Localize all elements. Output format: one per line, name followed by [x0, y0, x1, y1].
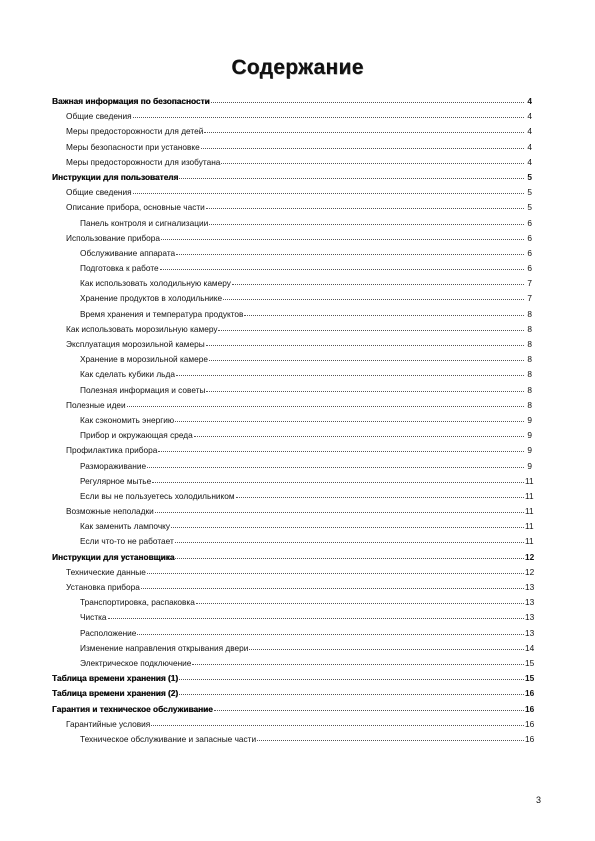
toc-entry-page: 13	[525, 612, 535, 623]
toc-entry-label: Хранение продуктов в холодильнике	[80, 293, 223, 304]
toc-dot-leader	[196, 595, 524, 605]
toc-dot-leader	[151, 717, 524, 727]
toc-entry-page: 4	[527, 96, 532, 106]
toc-dot-leader	[171, 519, 524, 529]
toc-dot-leader	[158, 443, 524, 453]
toc-entry-page: 11	[525, 521, 534, 532]
page-title: Содержание	[231, 56, 364, 79]
toc-entry-page: 13	[525, 627, 535, 638]
toc-entry[interactable]	[52, 398, 532, 413]
toc-entry[interactable]	[52, 109, 532, 124]
toc-entry-page: 8	[527, 399, 532, 410]
toc-entry-page: 6	[527, 232, 532, 243]
toc-entry-label: Чистка	[80, 612, 107, 623]
toc-dot-leader	[147, 565, 524, 575]
toc-dot-leader	[257, 732, 524, 742]
toc-entry-label: Описание прибора, основные части	[66, 202, 205, 213]
toc-entry-label: Прибор и окружающая среда	[80, 430, 193, 441]
toc-entry[interactable]	[52, 474, 532, 489]
toc-entry[interactable]	[52, 124, 532, 139]
toc-entry[interactable]	[52, 459, 532, 474]
toc-dot-leader	[206, 383, 524, 393]
toc-dot-leader	[176, 246, 524, 256]
toc-entry-label: Панель контроля и сигнализации	[80, 217, 209, 228]
toc-entry-label: Гарантийные условия	[66, 718, 151, 729]
toc-dot-leader	[209, 216, 524, 226]
toc-entry[interactable]	[52, 216, 532, 231]
toc-entry[interactable]	[52, 595, 535, 610]
toc-entry[interactable]	[52, 626, 535, 641]
toc-dot-leader	[179, 686, 524, 696]
toc-entry[interactable]	[52, 610, 535, 625]
toc-entry-page: 9	[527, 460, 532, 471]
toc-entry[interactable]	[52, 155, 532, 170]
toc-entry-label: Меры предосторожности для детей	[66, 126, 204, 137]
toc-entry-page: 5	[527, 187, 532, 198]
toc-entry-page: 15	[525, 673, 535, 684]
toc-entry-page: 13	[525, 582, 535, 592]
toc-entry-label: Хранение в морозильной камере	[80, 354, 208, 365]
toc-entry-page: 7	[527, 293, 532, 304]
toc-entry-page: 16	[525, 733, 535, 744]
toc-entry-page: 7	[527, 278, 532, 289]
toc-dot-leader	[127, 398, 524, 408]
toc-entry[interactable]	[52, 489, 532, 504]
toc-entry-page: 9	[527, 414, 532, 425]
toc-dot-leader	[214, 702, 524, 712]
toc-entry-page: 4	[527, 156, 532, 167]
toc-dot-leader	[223, 291, 524, 301]
toc-dot-leader	[236, 489, 524, 499]
toc-entry[interactable]	[52, 732, 535, 747]
toc-entry-page: 4	[527, 126, 532, 137]
toc-dot-leader	[137, 626, 524, 636]
toc-entry[interactable]	[52, 443, 532, 458]
toc-entry[interactable]	[52, 140, 532, 155]
toc-entry-label: Важная информация по безопасности	[52, 96, 210, 106]
toc-entry-page: 5	[527, 171, 532, 182]
toc-entry-label: Как заменить лампочку	[80, 521, 171, 532]
toc-entry[interactable]	[52, 276, 532, 291]
toc-entry-page: 4	[527, 111, 532, 122]
toc-entry-page: 12	[525, 566, 535, 577]
toc-dot-leader	[232, 276, 524, 286]
toc-entry-label: Использование прибора	[66, 232, 160, 243]
toc-dot-leader	[249, 641, 524, 651]
toc-entry[interactable]	[52, 94, 532, 109]
toc-entry-label: Подготовка к работе	[80, 263, 159, 274]
toc-entry-label: Полезная информация и советы	[80, 384, 206, 395]
toc-entry-label: Инструкции для установщика	[52, 551, 175, 562]
toc-dot-leader	[194, 428, 524, 438]
toc-dot-leader	[175, 550, 524, 560]
toc-entry-label: Расположение	[80, 627, 137, 638]
toc-entry[interactable]	[52, 550, 535, 565]
toc-entry[interactable]	[52, 717, 535, 732]
toc-entry-page: 16	[525, 718, 535, 729]
toc-entry-page: 5	[527, 202, 532, 213]
toc-entry-page: 6	[527, 217, 532, 228]
toc-entry[interactable]	[52, 702, 535, 717]
toc-entry-page: 16	[525, 688, 535, 699]
toc-entry[interactable]	[52, 383, 532, 398]
toc-entry[interactable]	[52, 580, 535, 595]
toc-entry-page: 9	[527, 430, 532, 441]
toc-dot-leader	[179, 671, 524, 681]
toc-entry-page: 9	[527, 445, 532, 456]
toc-dot-leader	[209, 352, 524, 362]
toc-dot-leader	[244, 307, 524, 317]
toc-dot-leader	[175, 413, 524, 423]
toc-entry[interactable]	[52, 413, 532, 428]
toc-dot-leader	[108, 610, 524, 620]
toc-entry-page: 13	[525, 597, 535, 608]
toc-entry-page: 11	[525, 536, 534, 547]
toc-entry-label: Таблица времени хранения (2)	[52, 688, 179, 699]
toc-entry-label: Таблица времени хранения (1)	[52, 673, 179, 684]
toc-entry[interactable]	[52, 686, 535, 701]
toc-entry[interactable]	[52, 231, 532, 246]
toc-entry-page: 8	[527, 384, 532, 395]
toc-entry-label: Как использовать холодильную камеру	[80, 278, 231, 289]
toc-entry-label: Эксплуатация морозильной камеры	[66, 339, 205, 349]
toc-dot-leader	[192, 656, 524, 666]
toc-entry-label: Как использовать морозильную камеру	[66, 323, 218, 334]
toc-entry-label: Изменение направления открывания двери	[80, 642, 249, 653]
toc-entry-label: Как сделать кубики льда	[80, 369, 175, 380]
toc-entry[interactable]	[52, 534, 532, 549]
toc-entry[interactable]	[52, 337, 532, 352]
toc-dot-leader	[161, 231, 524, 241]
toc-entry-label: Меры предосторожности для изобутана	[66, 156, 221, 167]
toc-dot-leader	[206, 200, 524, 210]
toc-entry[interactable]	[52, 641, 535, 656]
toc-entry-page: 11	[525, 475, 534, 486]
toc-entry-label: Если вы не пользуетесь холодильником	[80, 490, 235, 501]
toc-dot-leader	[175, 534, 524, 544]
toc-entry-label: Размораживание	[80, 460, 147, 471]
toc-entry-page: 8	[527, 323, 532, 334]
toc-entry-page: 12	[525, 551, 535, 562]
toc-entry[interactable]	[52, 504, 532, 519]
toc-entry-label: Гарантия и техническое обслуживание	[52, 703, 213, 714]
toc-dot-leader	[206, 337, 524, 347]
toc-entry-page: 6	[527, 247, 532, 258]
toc-entry[interactable]	[52, 246, 532, 261]
toc-dot-leader	[160, 261, 524, 271]
toc-entry[interactable]	[52, 322, 532, 337]
page-number: 3	[536, 795, 542, 805]
toc-entry-label: Техническое обслуживание и запасные части	[80, 733, 257, 744]
toc-entry-page: 15	[525, 657, 535, 668]
toc-entry[interactable]	[52, 307, 532, 322]
toc-dot-leader	[221, 155, 524, 165]
toc-dot-leader	[152, 474, 524, 484]
toc-entry-label: Если что-то не работает	[80, 536, 174, 547]
toc-dot-leader	[141, 580, 524, 590]
toc-entry-label: Как сэкономить энергию	[80, 414, 175, 425]
toc-entry-label: Время хранения и температура продуктов	[80, 308, 244, 319]
toc-dot-leader	[147, 459, 524, 469]
toc-entry-page: 8	[527, 354, 532, 365]
toc-entry[interactable]	[52, 200, 532, 215]
toc-dot-leader	[204, 124, 524, 134]
toc-entry-label: Общие сведения	[66, 187, 132, 198]
toc-entry-label: Профилактика прибора	[66, 445, 158, 456]
toc-dot-leader	[155, 504, 524, 514]
toc-entry[interactable]	[52, 185, 532, 200]
toc-entry[interactable]	[52, 170, 532, 185]
toc-entry-label: Регулярное мытье	[80, 475, 152, 486]
toc-entry-label: Электрическое подключение	[80, 657, 192, 668]
toc-entry[interactable]	[52, 519, 532, 534]
table-of-contents	[52, 94, 535, 747]
toc-entry-page: 11	[525, 506, 534, 517]
toc-entry-page: 6	[527, 263, 532, 274]
toc-entry-label: Транспортировка, распаковка	[80, 597, 195, 608]
toc-entry-label: Обслуживание аппарата	[80, 247, 176, 258]
toc-entry-label: Установка прибора	[66, 582, 140, 592]
toc-entry-label: Возможные неполадки	[66, 506, 154, 517]
toc-entry-label: Общие сведения	[66, 111, 132, 122]
toc-dot-leader	[201, 140, 524, 150]
toc-dot-leader	[133, 185, 524, 195]
toc-entry[interactable]	[52, 291, 532, 306]
toc-entry-page: 4	[527, 141, 532, 152]
toc-dot-leader	[179, 170, 524, 180]
toc-entry[interactable]	[52, 352, 532, 367]
toc-entry[interactable]	[52, 428, 532, 443]
toc-entry-page: 8	[527, 339, 532, 349]
toc-dot-leader	[211, 94, 524, 104]
toc-entry[interactable]	[52, 656, 535, 671]
toc-entry-page: 16	[525, 703, 535, 714]
toc-entry[interactable]	[52, 671, 535, 686]
toc-dot-leader	[176, 367, 524, 377]
toc-entry-page: 14	[525, 642, 535, 653]
toc-entry-page: 8	[527, 308, 532, 319]
toc-dot-leader	[133, 109, 524, 119]
toc-entry[interactable]	[52, 367, 532, 382]
toc-entry-page: 8	[527, 369, 532, 380]
toc-entry-label: Полезные идеи	[66, 399, 126, 410]
toc-entry-label: Технические данные	[66, 566, 146, 577]
toc-entry-label: Инструкции для пользователя	[52, 171, 179, 182]
toc-entry[interactable]	[52, 565, 535, 580]
toc-entry-label: Меры безопасности при установке	[66, 141, 200, 152]
toc-dot-leader	[218, 322, 524, 332]
toc-entry[interactable]	[52, 261, 532, 276]
toc-entry-page: 11	[525, 490, 534, 501]
